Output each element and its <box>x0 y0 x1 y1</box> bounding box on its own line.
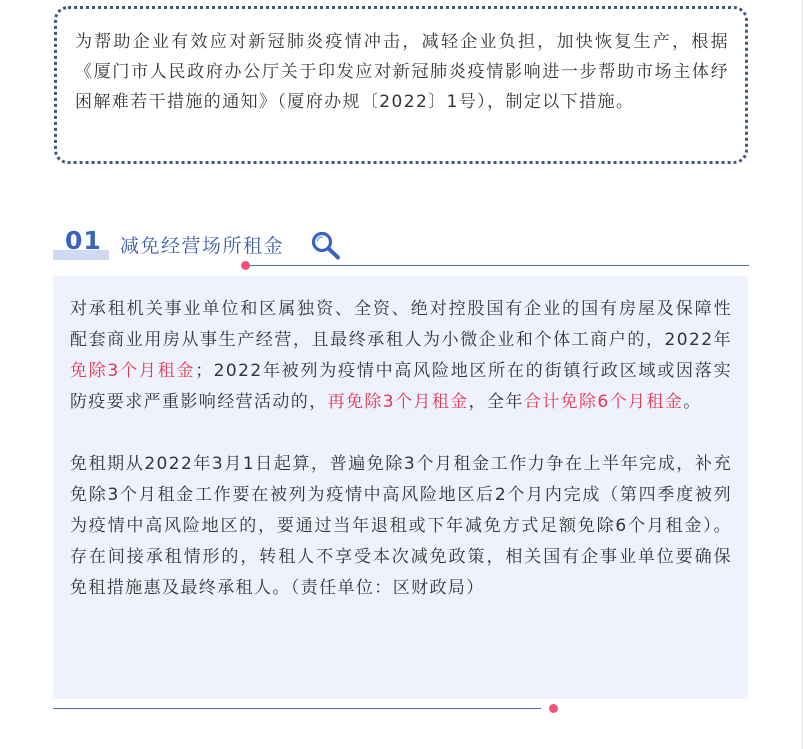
paragraph-text: ，全年 <box>468 392 524 412</box>
paragraph-text: 。 <box>683 392 702 412</box>
paragraph-text: ；2022年被列为疫情中高风险地区所在的街镇行政区域或因落实防疫要求严重影响经营活动的， <box>70 361 732 412</box>
highlight-text: 免除3个月租金 <box>70 361 196 381</box>
section-number: 01 <box>65 226 102 255</box>
highlight-text: 再免除3个月租金 <box>327 392 469 412</box>
section-title: 减免经营场所租金 <box>120 235 285 257</box>
policy-paragraph-2: 免租期从2022年3月1日起算，普遍免除3个月租金工作力争在上半年完成，补充免除3个月租金工作要在被列为疫情中高风险地区后2个月内完成（第四季度被列为疫情中高风险地区的，要通过当年退租或下年减免方式足额免除6个月租金）。存在间接承租情形的，转租人不享受本次减免政策，相关国有企事业单位要确保免租措施惠及最终承租人。（责任单位：区财政局） <box>70 454 732 598</box>
section-header <box>53 222 749 272</box>
section-divider-dot <box>241 261 250 270</box>
policy-paragraph-1 <box>70 294 732 418</box>
section-divider-line <box>249 265 749 266</box>
highlight-text: 合计免除6个月租金 <box>523 392 684 412</box>
search-icon <box>309 230 345 262</box>
footer-divider-dot <box>549 704 558 713</box>
footer-divider-line <box>53 708 541 709</box>
intro-text: 为帮助企业有效应对新冠肺炎疫情冲击，减轻企业负担，加快恢复生产，根据《厦门市人民政府办公厅关于印发应对新冠肺炎疫情影响进一步帮助市场主体纾困解难若干措施的通知》（厦府办规〔2022〕1号），制定以下措施。 <box>75 32 729 112</box>
policy-content-box <box>53 276 748 699</box>
intro-box <box>54 6 748 164</box>
paragraph-text: 对承租机关事业单位和区属独资、全资、绝对控股国有企业的国有房屋及保障性配套商业用房从事生产经营，且最终承租人为小微企业和个体工商户的，2022年 <box>70 299 732 350</box>
